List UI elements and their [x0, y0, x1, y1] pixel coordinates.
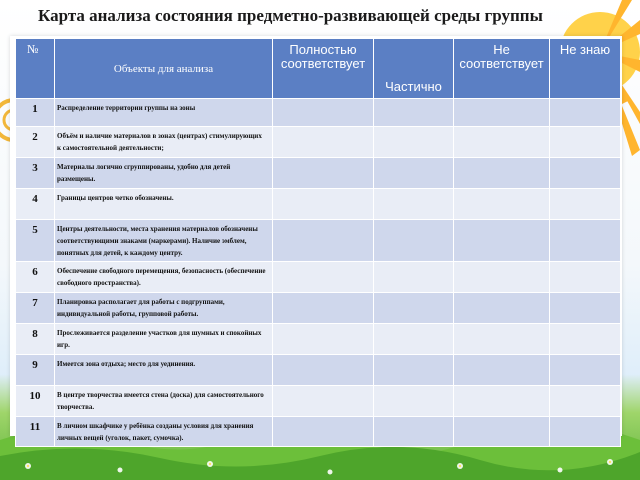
row-number: 4 — [16, 189, 55, 220]
row-number: 10 — [16, 386, 55, 417]
cell-partially[interactable] — [374, 262, 454, 293]
cell-partially[interactable] — [374, 386, 454, 417]
table-row — [16, 355, 621, 386]
row-number: 6 — [16, 262, 55, 293]
row-number: 11 — [16, 417, 55, 447]
cell-not[interactable] — [454, 293, 550, 324]
table-header-row — [16, 39, 621, 99]
cell-dont-know[interactable] — [550, 99, 621, 127]
cell-partially[interactable] — [374, 189, 454, 220]
table-row — [16, 220, 621, 262]
table-row — [16, 189, 621, 220]
cell-partially[interactable] — [374, 293, 454, 324]
cell-dont-know[interactable] — [550, 386, 621, 417]
cell-not[interactable] — [454, 220, 550, 262]
row-number: 5 — [16, 220, 55, 262]
table-row — [16, 417, 621, 447]
cell-not[interactable] — [454, 189, 550, 220]
row-object-text: В центре творчества имеется стена (доска) для самостоятельного творчества. — [55, 386, 273, 417]
table-row — [16, 386, 621, 417]
row-number: 2 — [16, 127, 55, 158]
cell-not[interactable] — [454, 386, 550, 417]
table-row — [16, 158, 621, 189]
row-object-text: Распределение территории группы на зоны — [55, 99, 273, 127]
row-object-text: Планировка располагает для работы с подгруппами, индивидуальной работы, групповой работы. — [55, 293, 273, 324]
row-object-text: Обеспечение свободного перемещения, безопасность (обеспечение свободного пространства). — [55, 262, 273, 293]
cell-not[interactable] — [454, 417, 550, 447]
row-number: 8 — [16, 324, 55, 355]
header-number: № — [16, 39, 55, 99]
cell-fully[interactable] — [273, 189, 374, 220]
cell-dont-know[interactable] — [550, 127, 621, 158]
cell-fully[interactable] — [273, 386, 374, 417]
table-row — [16, 293, 621, 324]
row-number: 1 — [16, 99, 55, 127]
row-object-text: Центры деятельности, места хранения материалов обозначены соответствующими знаками (маркерами). Наличие эмблем, понятных для детей, к каждому центру. — [55, 220, 273, 262]
row-object-text: Прослеживается разделение участков для шумных и спокойных игр. — [55, 324, 273, 355]
header-dont-know: Не знаю — [550, 39, 621, 99]
analysis-table — [15, 38, 621, 447]
cell-partially[interactable] — [374, 355, 454, 386]
cell-not[interactable] — [454, 99, 550, 127]
header-fully-compliant: Полностью соответствует — [273, 39, 374, 99]
cell-fully[interactable] — [273, 417, 374, 447]
cell-partially[interactable] — [374, 158, 454, 189]
header-objects: Объекты для анализа — [55, 39, 273, 99]
row-object-text: Материалы логично сгруппированы, удобно для детей размещены. — [55, 158, 273, 189]
table-row — [16, 324, 621, 355]
table-row — [16, 99, 621, 127]
cell-partially[interactable] — [374, 417, 454, 447]
page-title: Карта анализа состояния предметно-развивающей среды группы — [38, 6, 543, 25]
cell-not[interactable] — [454, 158, 550, 189]
row-number: 3 — [16, 158, 55, 189]
row-number: 9 — [16, 355, 55, 386]
cell-fully[interactable] — [273, 158, 374, 189]
cell-fully[interactable] — [273, 355, 374, 386]
cell-fully[interactable] — [273, 324, 374, 355]
cell-not[interactable] — [454, 324, 550, 355]
cell-not[interactable] — [454, 127, 550, 158]
row-object-text: Границы центров четко обозначены. — [55, 189, 273, 220]
cell-fully[interactable] — [273, 99, 374, 127]
cell-dont-know[interactable] — [550, 262, 621, 293]
cell-dont-know[interactable] — [550, 158, 621, 189]
cell-not[interactable] — [454, 355, 550, 386]
row-object-text: В личном шкафчике у ребёнка созданы условия для хранения личных вещей (уголок, пакет, сумочка). — [55, 417, 273, 447]
cell-dont-know[interactable] — [550, 324, 621, 355]
header-partially: Частично — [374, 39, 454, 99]
cell-partially[interactable] — [374, 220, 454, 262]
cell-fully[interactable] — [273, 262, 374, 293]
cell-not[interactable] — [454, 262, 550, 293]
table-row — [16, 127, 621, 158]
row-object-text: Имеется зона отдыха; место для уединения. — [55, 355, 273, 386]
header-not-compliant: Не соответствует — [454, 39, 550, 99]
cell-dont-know[interactable] — [550, 189, 621, 220]
cell-partially[interactable] — [374, 99, 454, 127]
cell-dont-know[interactable] — [550, 293, 621, 324]
cell-partially[interactable] — [374, 324, 454, 355]
row-object-text: Объём и наличие материалов в зонах (центрах) стимулирующих к самостоятельной деятельности; — [55, 127, 273, 158]
cell-dont-know[interactable] — [550, 417, 621, 447]
cell-fully[interactable] — [273, 220, 374, 262]
cell-partially[interactable] — [374, 127, 454, 158]
cell-dont-know[interactable] — [550, 220, 621, 262]
table-row — [16, 262, 621, 293]
cell-fully[interactable] — [273, 127, 374, 158]
cell-dont-know[interactable] — [550, 355, 621, 386]
row-number: 7 — [16, 293, 55, 324]
cell-fully[interactable] — [273, 293, 374, 324]
